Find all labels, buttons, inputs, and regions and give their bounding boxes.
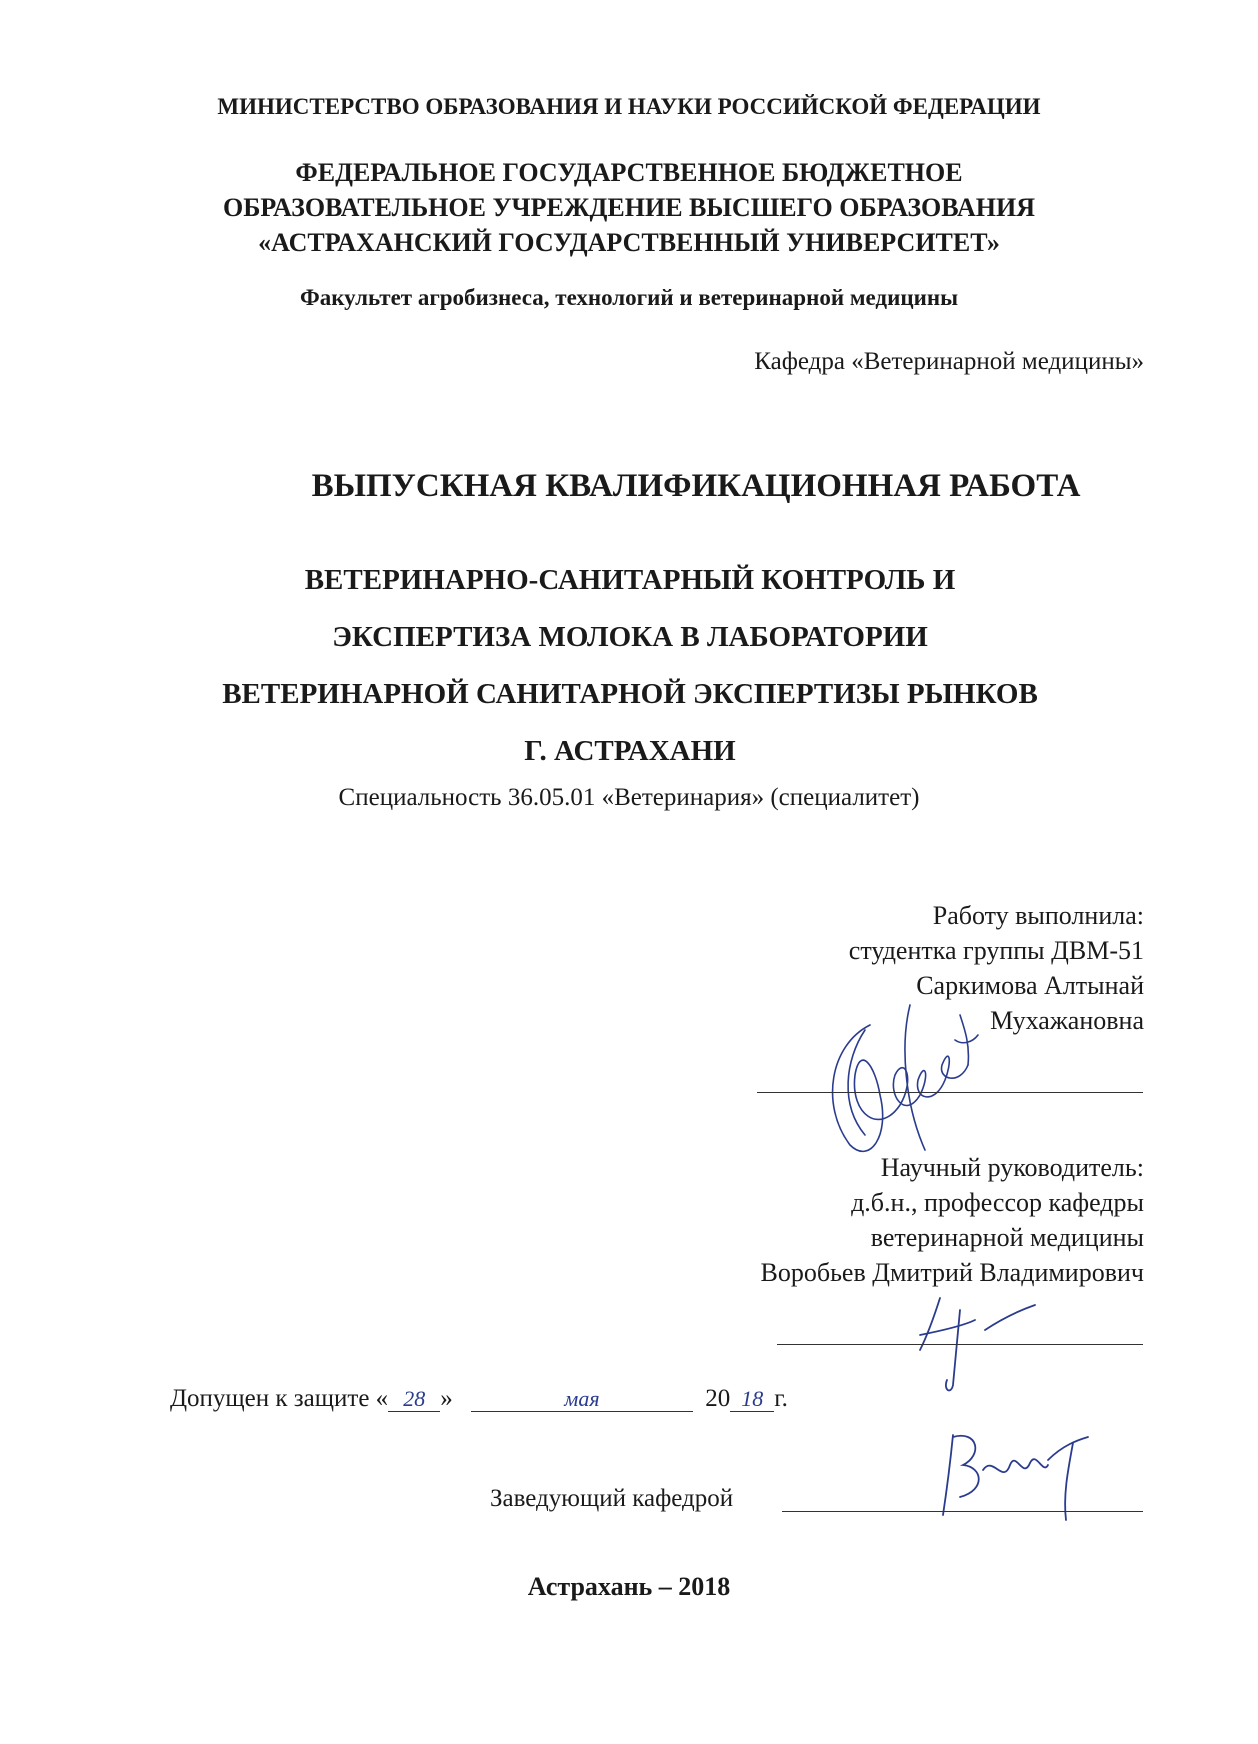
document-type: ВЫПУСКНАЯ КВАЛИФИКАЦИОННАЯ РАБОТА bbox=[311, 468, 1081, 504]
ministry-heading: МИНИСТЕРСТВО ОБРАЗОВАНИЯ И НАУКИ РОССИЙСКОЙ ФЕДЕРАЦИИ bbox=[217, 94, 1041, 119]
admission-day: 28 bbox=[403, 1386, 426, 1411]
topic-line-2: ЭКСПЕРТИЗА МОЛОКА В ЛАБОРАТОРИИ bbox=[332, 621, 928, 653]
admission-day-field bbox=[388, 1385, 440, 1412]
admission-month: мая bbox=[564, 1386, 600, 1411]
thesis-topic bbox=[130, 552, 1130, 780]
supervisor-signature bbox=[915, 1290, 1045, 1400]
head-signature-line bbox=[782, 1511, 1143, 1512]
performer-label: Работу выполнила: bbox=[932, 901, 1144, 930]
institution-line-1: ФЕДЕРАЛЬНОЕ ГОСУДАРСТВЕННОЕ БЮДЖЕТНОЕ bbox=[295, 158, 963, 187]
admission-year-suffix: 18 bbox=[741, 1386, 764, 1411]
admission-year-field bbox=[730, 1385, 774, 1412]
performer-signature-line bbox=[757, 1092, 1143, 1093]
performer-signature bbox=[810, 985, 1010, 1170]
admission-year-prefix: 20 bbox=[705, 1385, 731, 1412]
specialty-line: Специальность 36.05.01 «Ветеринария» (специалитет) bbox=[338, 784, 920, 811]
performer-name-line-1: Саркимова Алтынай bbox=[916, 971, 1144, 1000]
admission-label: Допущен к защите « bbox=[170, 1385, 389, 1412]
faculty-heading: Факультет агробизнеса, технологий и ветеринарной медицины bbox=[299, 285, 959, 310]
supervisor-department: ветеринарной медицины bbox=[870, 1223, 1144, 1252]
supervisor-name: Воробьев Дмитрий Владимирович bbox=[760, 1258, 1144, 1287]
head-of-department-label: Заведующий кафедрой bbox=[490, 1485, 734, 1512]
supervisor-degree: д.б.н., профессор кафедры bbox=[851, 1188, 1144, 1217]
topic-line-4: Г. АСТРАХАНИ bbox=[524, 735, 736, 767]
admission-line bbox=[170, 1385, 788, 1413]
performer-group: студентка группы ДВМ-51 bbox=[848, 936, 1144, 965]
topic-line-3: ВЕТЕРИНАРНОЙ САНИТАРНОЙ ЭКСПЕРТИЗЫ РЫНКОВ bbox=[222, 678, 1038, 710]
city-year: Астрахань – 2018 bbox=[527, 1572, 731, 1601]
institution-heading bbox=[0, 155, 1258, 260]
institution-line-2: ОБРАЗОВАТЕЛЬНОЕ УЧРЕЖДЕНИЕ ВЫСШЕГО ОБРАЗОВАНИЯ bbox=[223, 193, 1035, 222]
supervisor-signature-line bbox=[777, 1344, 1143, 1345]
institution-line-3: «АСТРАХАНСКИЙ ГОСУДАРСТВЕННЫЙ УНИВЕРСИТЕТ» bbox=[258, 228, 1000, 257]
supervisor-block bbox=[761, 1150, 1145, 1290]
performer-name-line-2: Мухажановна bbox=[990, 1006, 1144, 1035]
admission-month-field bbox=[471, 1385, 693, 1412]
admission-quote-close: » bbox=[440, 1385, 453, 1412]
topic-line-1: ВЕТЕРИНАРНО-САНИТАРНЫЙ КОНТРОЛЬ И bbox=[304, 564, 956, 596]
department-label: Кафедра «Ветеринарной медицины» bbox=[754, 348, 1144, 375]
head-of-department-signature bbox=[938, 1425, 1098, 1525]
admission-year-end: г. bbox=[774, 1385, 788, 1412]
supervisor-label: Научный руководитель: bbox=[880, 1153, 1144, 1182]
